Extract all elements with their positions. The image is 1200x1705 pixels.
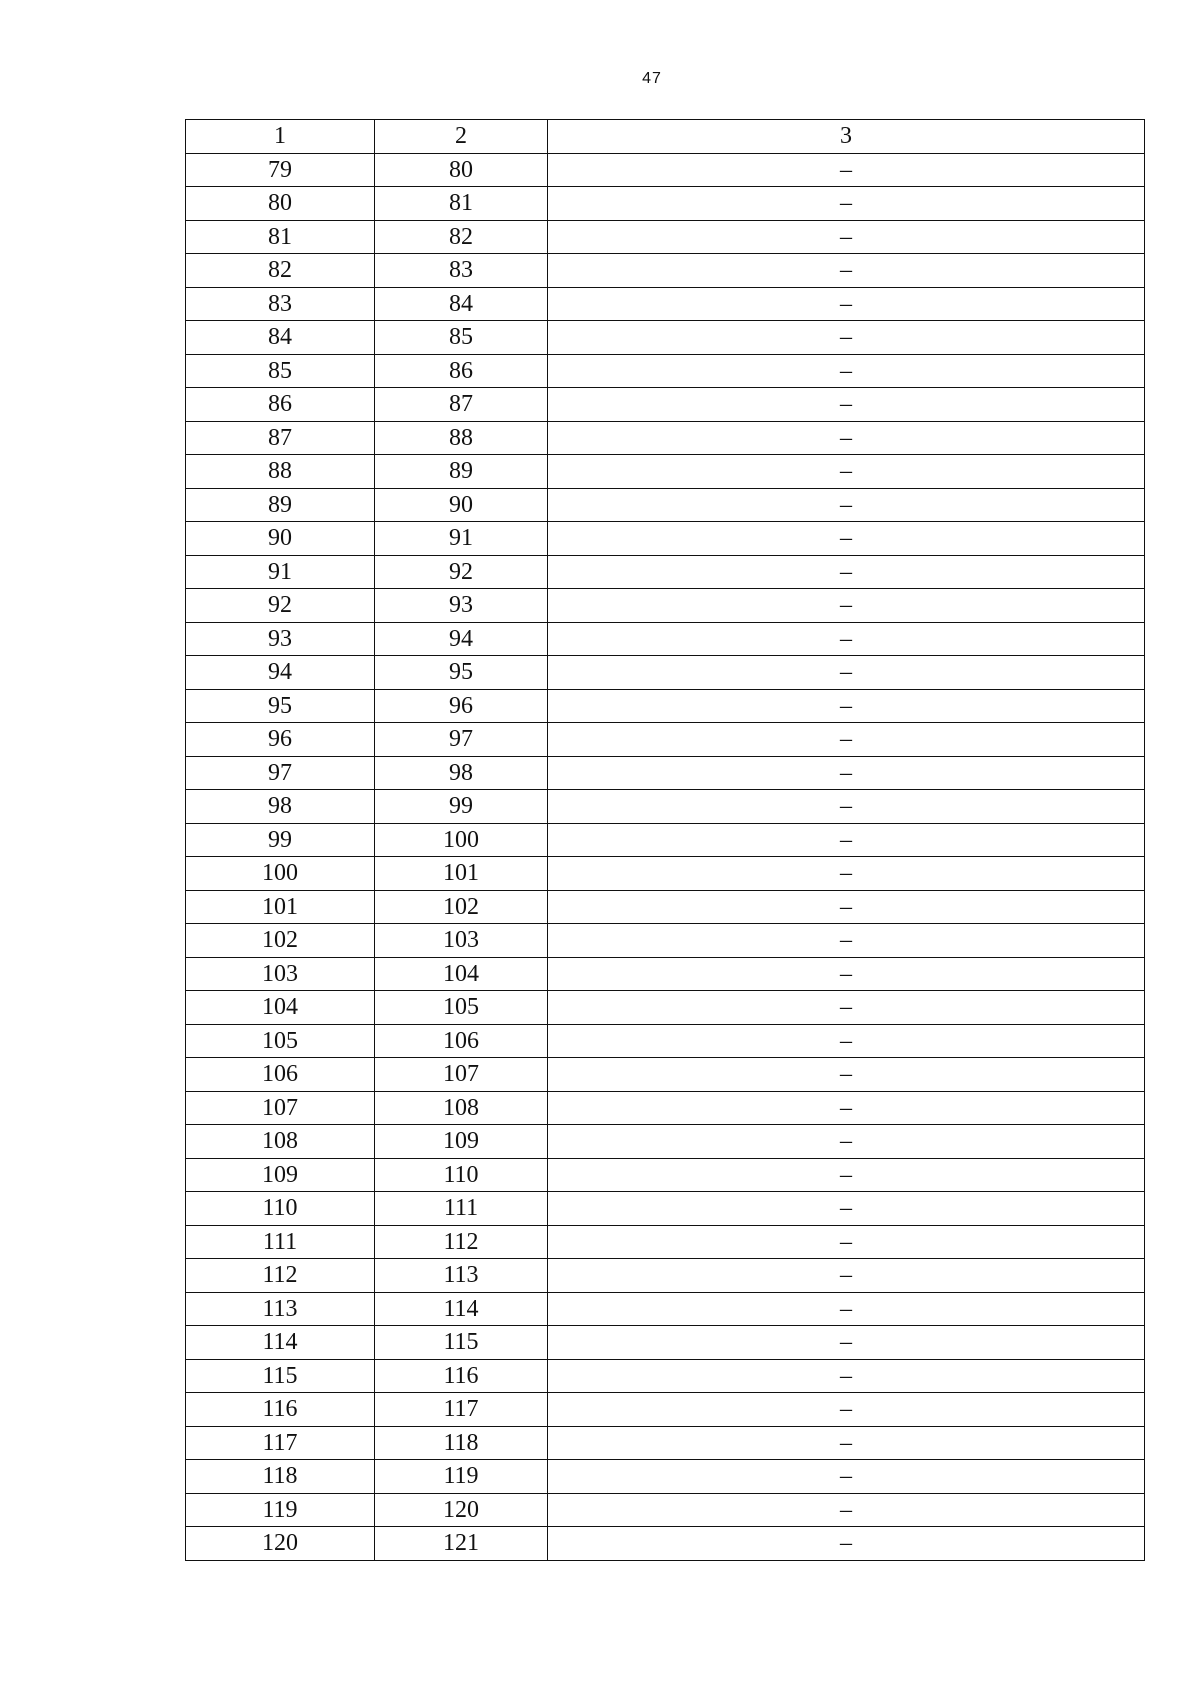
data-table [185,119,1145,1561]
cell-col-3: – [548,153,1145,187]
cell-col-3: – [548,1091,1145,1125]
cell-col-2: 115 [375,1326,548,1360]
table-row [186,1527,1145,1561]
cell-col-1: 116 [186,1393,375,1427]
cell-col-3: – [548,421,1145,455]
cell-col-1: 92 [186,589,375,623]
table-row [186,1024,1145,1058]
table-row [186,723,1145,757]
cell-col-2: 86 [375,354,548,388]
cell-col-2: 93 [375,589,548,623]
cell-col-2: 118 [375,1426,548,1460]
table-row [186,1058,1145,1092]
cell-col-3: – [548,1292,1145,1326]
cell-col-3: – [548,455,1145,489]
cell-col-1: 103 [186,957,375,991]
table-row [186,1393,1145,1427]
cell-col-2: 95 [375,656,548,690]
cell-col-2: 97 [375,723,548,757]
cell-col-1: 114 [186,1326,375,1360]
cell-col-1: 115 [186,1359,375,1393]
cell-col-3: – [548,656,1145,690]
table-row [186,756,1145,790]
cell-col-2: 96 [375,689,548,723]
cell-col-1: 100 [186,857,375,891]
table-row [186,890,1145,924]
cell-col-1: 84 [186,321,375,355]
table-row [186,354,1145,388]
cell-col-1: 112 [186,1259,375,1293]
cell-col-1: 109 [186,1158,375,1192]
cell-col-2: 121 [375,1527,548,1561]
cell-col-2: 117 [375,1393,548,1427]
cell-col-3: – [548,991,1145,1025]
table-row [186,689,1145,723]
cell-col-1: 102 [186,924,375,958]
table-row [186,924,1145,958]
table-row [186,1225,1145,1259]
cell-col-2: 113 [375,1259,548,1293]
table-row [186,957,1145,991]
cell-col-1: 79 [186,153,375,187]
table-row [186,522,1145,556]
cell-col-2: 84 [375,287,548,321]
cell-col-1: 90 [186,522,375,556]
cell-col-3: – [548,756,1145,790]
cell-col-1: 119 [186,1493,375,1527]
page-number: 47 [642,70,662,87]
table-row [186,622,1145,656]
cell-col-1: 101 [186,890,375,924]
cell-col-2: 83 [375,254,548,288]
cell-col-1: 93 [186,622,375,656]
cell-col-2: 116 [375,1359,548,1393]
cell-col-2: 107 [375,1058,548,1092]
cell-col-3: – [548,1225,1145,1259]
cell-col-3: – [548,254,1145,288]
table-row [186,1493,1145,1527]
cell-col-1: 117 [186,1426,375,1460]
table-row [186,555,1145,589]
table-row [186,823,1145,857]
cell-col-3: – [548,1326,1145,1360]
cell-col-3: – [548,1426,1145,1460]
cell-col-2: 81 [375,187,548,221]
cell-col-1: 105 [186,1024,375,1058]
cell-col-3: – [548,1158,1145,1192]
cell-col-2: 85 [375,321,548,355]
cell-col-1: 91 [186,555,375,589]
cell-col-2: 80 [375,153,548,187]
table-row [186,187,1145,221]
table-header-row [186,120,1145,154]
cell-col-3: – [548,488,1145,522]
cell-col-1: 88 [186,455,375,489]
table-row [186,488,1145,522]
cell-col-2: 104 [375,957,548,991]
cell-col-1: 96 [186,723,375,757]
table-row [186,421,1145,455]
table-row [186,220,1145,254]
cell-col-1: 87 [186,421,375,455]
cell-col-2: 94 [375,622,548,656]
cell-col-1: 108 [186,1125,375,1159]
table-row [186,254,1145,288]
cell-col-1: 106 [186,1058,375,1092]
cell-col-2: 108 [375,1091,548,1125]
table-row [186,1259,1145,1293]
cell-col-2: 119 [375,1460,548,1494]
column-header-1: 1 [186,120,375,154]
cell-col-3: – [548,723,1145,757]
table-row [186,321,1145,355]
cell-col-3: – [548,622,1145,656]
cell-col-1: 118 [186,1460,375,1494]
table-row [186,455,1145,489]
cell-col-3: – [548,1192,1145,1226]
table-row [186,589,1145,623]
table-row [186,1460,1145,1494]
table-row [186,1326,1145,1360]
cell-col-3: – [548,689,1145,723]
table-row [186,1125,1145,1159]
cell-col-1: 120 [186,1527,375,1561]
cell-col-3: – [548,1460,1145,1494]
cell-col-3: – [548,1359,1145,1393]
table-row [186,656,1145,690]
cell-col-3: – [548,522,1145,556]
cell-col-2: 100 [375,823,548,857]
cell-col-3: – [548,1527,1145,1561]
cell-col-1: 82 [186,254,375,288]
cell-col-2: 105 [375,991,548,1025]
cell-col-1: 85 [186,354,375,388]
cell-col-3: – [548,924,1145,958]
cell-col-2: 90 [375,488,548,522]
table-row [186,388,1145,422]
cell-col-2: 89 [375,455,548,489]
cell-col-2: 112 [375,1225,548,1259]
table-row [186,857,1145,891]
cell-col-2: 114 [375,1292,548,1326]
cell-col-3: – [548,1024,1145,1058]
table-row [186,991,1145,1025]
cell-col-2: 87 [375,388,548,422]
cell-col-2: 101 [375,857,548,891]
cell-col-3: – [548,321,1145,355]
cell-col-1: 81 [186,220,375,254]
table-row [186,1292,1145,1326]
cell-col-3: – [548,1259,1145,1293]
cell-col-1: 83 [186,287,375,321]
cell-col-1: 86 [186,388,375,422]
table-row [186,790,1145,824]
cell-col-2: 106 [375,1024,548,1058]
table-row [186,1359,1145,1393]
cell-col-3: – [548,1058,1145,1092]
cell-col-2: 109 [375,1125,548,1159]
cell-col-3: – [548,890,1145,924]
cell-col-2: 111 [375,1192,548,1226]
cell-col-1: 113 [186,1292,375,1326]
cell-col-1: 80 [186,187,375,221]
column-header-3: 3 [548,120,1145,154]
cell-col-2: 99 [375,790,548,824]
cell-col-2: 102 [375,890,548,924]
table-body [186,120,1145,1561]
table-row [186,1426,1145,1460]
cell-col-2: 110 [375,1158,548,1192]
cell-col-3: – [548,1493,1145,1527]
cell-col-1: 94 [186,656,375,690]
cell-col-3: – [548,589,1145,623]
cell-col-2: 120 [375,1493,548,1527]
cell-col-3: – [548,220,1145,254]
cell-col-1: 89 [186,488,375,522]
cell-col-1: 99 [186,823,375,857]
table-row [186,153,1145,187]
cell-col-3: – [548,957,1145,991]
table-row [186,287,1145,321]
cell-col-2: 92 [375,555,548,589]
table-row [186,1091,1145,1125]
cell-col-3: – [548,555,1145,589]
cell-col-1: 104 [186,991,375,1025]
cell-col-1: 107 [186,1091,375,1125]
column-header-2: 2 [375,120,548,154]
cell-col-3: – [548,823,1145,857]
cell-col-3: – [548,790,1145,824]
cell-col-3: – [548,1125,1145,1159]
cell-col-1: 110 [186,1192,375,1226]
cell-col-1: 111 [186,1225,375,1259]
cell-col-1: 98 [186,790,375,824]
cell-col-2: 88 [375,421,548,455]
cell-col-3: – [548,287,1145,321]
cell-col-1: 95 [186,689,375,723]
cell-col-3: – [548,1393,1145,1427]
cell-col-2: 98 [375,756,548,790]
cell-col-3: – [548,187,1145,221]
cell-col-3: – [548,857,1145,891]
cell-col-3: – [548,388,1145,422]
cell-col-3: – [548,354,1145,388]
cell-col-2: 91 [375,522,548,556]
cell-col-1: 97 [186,756,375,790]
table-row [186,1158,1145,1192]
table-row [186,1192,1145,1226]
cell-col-2: 82 [375,220,548,254]
cell-col-2: 103 [375,924,548,958]
